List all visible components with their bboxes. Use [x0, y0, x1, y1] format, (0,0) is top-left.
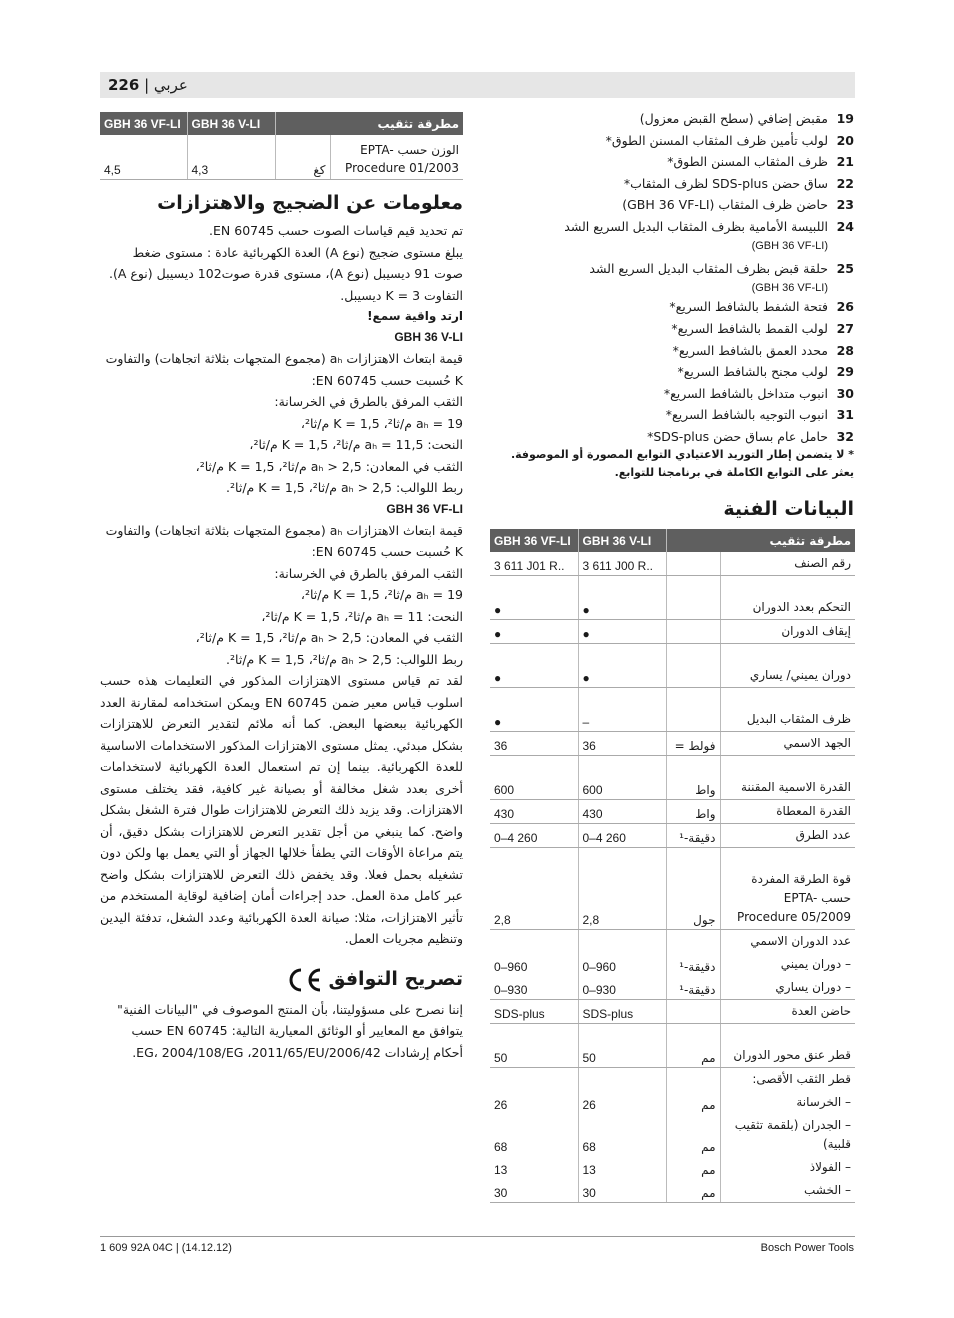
tech-table — [490, 529, 855, 1203]
part-text: انبوب متداخل بالشافط السريع* — [663, 386, 828, 401]
part-number: 26 — [836, 299, 854, 314]
tech-label: عدد الطرق — [720, 824, 855, 848]
tech-value-v: 0–930 — [578, 976, 666, 1000]
part-number: 21 — [836, 154, 854, 169]
part-sub: (GBH 36 VF-LI) — [751, 239, 828, 252]
weight-label: الوزن حسب EPTA-Procedure 01/2003 — [330, 135, 463, 179]
header-language: عربي — [153, 76, 188, 94]
tech-value-v: – — [578, 688, 666, 732]
footer-rule — [100, 1236, 855, 1237]
tech-value-v: 36 — [578, 732, 666, 756]
part-number: 29 — [836, 364, 854, 379]
tech-unit: مم — [666, 1114, 720, 1156]
tech-label: القدرة المعطاة — [720, 800, 855, 824]
tech-label: – الخرسانة — [796, 1095, 852, 1109]
part-number: 30 — [836, 386, 854, 401]
tech-value-vf — [490, 1068, 578, 1092]
m2-l4: الثقب في المعادن: aₕ > 2,5 م/ثا²، K = 1,5 م/ثا²، — [195, 630, 463, 645]
part-number: 28 — [836, 343, 854, 358]
tech-sublabel: دوران يميني — [780, 957, 842, 971]
m1-l5: ربط اللوالب: aₕ > 2,5 م/ثا²، K = 1,5 م/ثا². — [226, 480, 463, 495]
tech-value-vf: SDS-plus — [490, 1000, 578, 1024]
tech-unit — [666, 930, 720, 954]
tech-unit: مم — [666, 1091, 720, 1114]
part-number: 31 — [836, 407, 854, 422]
weight-v1: 4,3 — [187, 135, 275, 179]
tech-value-vf: ● — [490, 644, 578, 688]
tech-sublabel: الفولاذ — [809, 1160, 842, 1174]
tech-label: قطر الثقب الأقصى: — [752, 1072, 852, 1086]
tech-sublabel: الخرسانة — [796, 1095, 842, 1109]
conformity-text: إننا نصرح على مسؤوليتنا، بأن المنتج الموصوف في "البيانات الفنية" يتوافق مع المعايير أو الوثائق المعيارية التالية: EN 60745 حسب أحكام إرشادات 2006/42/EG، 2004/108/EG ،2011/65/EU. — [117, 1001, 463, 1060]
tech-value-v: SDS-plus — [578, 1000, 666, 1024]
tech-label: عدد الدوران الاسمي — [750, 934, 852, 948]
part-sub: (GBH 36 VF-LI) — [751, 281, 828, 294]
model1-label: GBH 36 V-LI — [394, 330, 463, 344]
parts-footnote: * لا يتضمن إطار التوريد الاعتيادي التوابع المصورة أو الموصوفة. يعثر على التوابع الكاملة في برنامجنا للتوابع. — [510, 448, 854, 479]
tech-unit: واط — [666, 800, 720, 824]
tech-value-vf: 36 — [490, 732, 578, 756]
tech-label: دوران يميني/ يساري — [720, 644, 855, 688]
tech-value-vf: 30 — [490, 1179, 578, 1203]
m2-l5: ربط اللوالب: aₕ > 2,5 م/ثا²، K = 1,5 م/ثا². — [226, 651, 463, 667]
tech-col-hammer: مطرقة تثقيب — [666, 529, 855, 552]
tech-row — [490, 756, 855, 800]
tech-row — [490, 976, 855, 1000]
part-text: اللبيسة الأمامية بظرف المثقاب البديل السريع الشد — [564, 219, 828, 234]
m1-l4: الثقب في المعادن: aₕ > 2,5 م/ثا²، K = 1,5 م/ثا²، — [195, 458, 463, 474]
part-item — [499, 404, 854, 426]
part-item — [499, 318, 854, 340]
weight-unit: كغ — [275, 135, 330, 179]
part-text: لولب تأمين ظرف المثقاب المسنن الطوق* — [605, 133, 828, 148]
tech-row — [490, 1000, 855, 1024]
part-text: محدد العمق بالشافط السريع* — [672, 343, 828, 358]
tech-value-vf: 50 — [490, 1024, 578, 1068]
part-number: 22 — [836, 176, 854, 191]
m2-l1: الثقب المرفق بالطرق في الخرسانة: — [274, 565, 463, 581]
tech-row — [490, 1179, 855, 1203]
tech-value-vf: ● — [490, 620, 578, 644]
tech-unit — [666, 552, 720, 576]
part-item — [499, 383, 854, 405]
tech-title: البيانات الفنية — [723, 498, 854, 520]
part-text: مقبض إضافي (سطح القبض معزول) — [639, 111, 828, 126]
tech-unit — [666, 644, 720, 688]
part-item — [499, 426, 854, 448]
tech-value-vf: 0–930 — [490, 976, 578, 1000]
tech-unit: جول — [666, 848, 720, 930]
hearing-warning: ارتد واقية سمع! — [367, 309, 463, 323]
tech-value-v: 30 — [578, 1179, 666, 1203]
part-number: 20 — [836, 133, 854, 148]
tech-unit: مم — [666, 1156, 720, 1179]
tech-value-vf: ● — [490, 576, 578, 620]
tech-value-vf: 2,8 — [490, 848, 578, 930]
tech-label: – الجدران (بلقمة تثقيب قلبية) — [734, 1118, 852, 1151]
part-item — [499, 340, 854, 362]
footer-brand: Bosch Power Tools — [760, 1242, 854, 1254]
tech-value-v: 0–4 260 — [578, 824, 666, 848]
m1-l1: الثقب المرفق بالطرق في الخرسانة: — [274, 394, 463, 409]
footer-doc-id: 1 609 92A 04C | (14.12.12) — [100, 1242, 232, 1254]
part-item — [499, 130, 854, 152]
part-text: لولب مجنح بالشافط السريع* — [677, 364, 828, 379]
part-text: فتحة الشفط بالشافط السريع* — [669, 299, 828, 314]
m2-intro: قيمة ابتعاث الاهتزازات aₕ (مجموع المتجهات بثلاثة اتجاهات) والتفاوت K حُسبت حسب EN 60745: — [105, 522, 463, 559]
tech-sublabel: دوران يساري — [775, 980, 842, 994]
tech-value-v: ● — [578, 576, 666, 620]
tech-row — [490, 620, 855, 644]
part-text: حلقة قبض بظرف المثقاب البديل السريع الشد — [589, 261, 828, 276]
tech-unit — [666, 688, 720, 732]
tech-row — [490, 824, 855, 848]
tech-sublabel: الجدران (بلقمة تثقيب قلبية) — [734, 1118, 852, 1151]
tech-value-vf: ● — [490, 688, 578, 732]
tech-value-vf: 0–4 260 — [490, 824, 578, 848]
part-number: 25 — [836, 261, 854, 276]
noise-section — [100, 190, 463, 950]
tech-label: التحكم بعدد الدوران — [720, 576, 855, 620]
tech-label: – الفولاذ — [809, 1160, 852, 1174]
m2-l3: النحت: aₕ = 11 م/ثا²، K = 1,5 م/ثا²، — [261, 608, 463, 624]
weight-v2: 4,5 — [100, 135, 187, 179]
tech-unit: مم — [666, 1024, 720, 1068]
ce-mark-icon — [286, 967, 322, 993]
part-number: 32 — [836, 429, 854, 444]
tech-label: ظرف المثقاب البديل — [720, 688, 855, 732]
tech-value-vf: 0–960 — [490, 953, 578, 976]
noise-p2: يبلغ مستوى ضجيج (نوع A) العدة الكهربائية عادة : مستوى ضغط صوت 91 ديسيبل (نوع A)، مستوى قدرة صوت102 ديسيبل (نوع A). التفاوت K = 3 ديسيبل. — [108, 244, 463, 303]
tech-value-vf: 3 611 J01 R.. — [490, 552, 578, 576]
tech-value-v — [578, 930, 666, 954]
part-item — [499, 173, 854, 195]
part-text: حامل عام بساق حضن SDS-plus* — [647, 429, 828, 444]
tech-value-v: 68 — [578, 1114, 666, 1156]
tech-row — [490, 930, 855, 954]
vibration-paragraph: لقد تم قياس مستوى الاهتزازات المذكور في التعليمات هذه حسب اسلوب قياس معير ضمن EN 60745 ويمكن استخدامه لمقارنة العدد الكهربائية ببعضها البعض. كما أنه ملائم لتقدير التعرض للاهتزازات بشكل مبدئي. يمثل مستوى الاهتزازات المذكور الاستخدامات الاساسية للعدة الكهربائية. بينما إن تم استعمال العدة الكهربائية لاستخدامات أخرى بعدد شغل مخالفة أو بصيانة غير كافية، فقد يختلف مستوى الاهتزازات. وقد يزيد ذلك التعرض للاهتزازات طوال فترة الشغل بشكل واضح. كما ينبغي من أجل تقدير التعرض للاهتزازات بشكل دقيق، أن يتم مراعاة الأوقات التي يطفأ خلالها الجهاز أو التي يعمل بها ولكن دون تشغيله بحمل فعلا. وقد يخفض ذلك التعرض للاهتزازات بشكل واضح عبر كامل مدة العمل. حدد إجراءات أمان إضافية لوقاية المستخدم من تأثير الاهتزازات، مثلا: صيانة العدة الكهربائية وعدد الشغل، تدفئة اليدين وتنظيم مجريات العمل. — [100, 673, 463, 946]
tech-label: قطر عنق محور الدوران — [720, 1024, 855, 1068]
tech-row — [490, 1114, 855, 1156]
tech-value-vf — [490, 930, 578, 954]
tech-col-gbh36vfli: GBH 36 VF-LI — [490, 529, 578, 552]
tech-sublabel: الخشب — [803, 1183, 842, 1197]
model2-label: GBH 36 VF-LI — [386, 501, 463, 516]
tech-row — [490, 552, 855, 576]
m1-l2: aₕ = 19 م/ثا²، K = 1,5 م/ثا²، — [300, 415, 463, 431]
tech-row — [490, 848, 855, 930]
m2-l2: aₕ = 19 م/ثا²، K = 1,5 م/ثا²، — [300, 587, 463, 602]
tech-row — [490, 732, 855, 756]
part-item — [499, 258, 854, 296]
part-item — [499, 296, 854, 318]
tech-row — [490, 688, 855, 732]
col-gbh36vli: GBH 36 V-LI — [187, 112, 275, 135]
tech-value-v: 50 — [578, 1024, 666, 1068]
part-item — [499, 194, 854, 216]
tech-row — [490, 576, 855, 620]
tech-value-vf: 430 — [490, 800, 578, 824]
tech-value-v: 430 — [578, 800, 666, 824]
tech-unit — [666, 620, 720, 644]
part-text: ساق حضن SDS-plus لظرف المثقاب* — [623, 176, 828, 191]
m1-intro: قيمة ابتعاث الاهتزازات aₕ (مجموع المتجهات بثلاثة اتجاهات) والتفاوت K حُسبت حسب EN 60745: — [105, 351, 463, 388]
tech-row — [490, 1091, 855, 1114]
part-item — [499, 108, 854, 130]
page-header: عربي | 226 — [108, 76, 188, 94]
tech-value-v: ● — [578, 644, 666, 688]
tech-label: الجهد الاسمي — [720, 732, 855, 756]
tech-label: – دوران يميني — [780, 957, 852, 971]
tech-label: قوة الطرقة المفردة حسب EPTA-Procedure 05/2009 — [720, 848, 855, 930]
tech-value-vf: 68 — [490, 1114, 578, 1156]
part-text: انبوب التوجيه بالشافط السريع* — [665, 407, 828, 422]
part-text: لولب القمط بالشافط السريع* — [671, 321, 828, 336]
m1-l3: النحت: aₕ = 11,5 م/ثا²، K = 1,5 م/ثا²، — [249, 437, 463, 452]
tech-value-v: 13 — [578, 1156, 666, 1179]
tech-value-v: ● — [578, 620, 666, 644]
tech-row — [490, 953, 855, 976]
part-item — [499, 151, 854, 173]
tech-value-v: 3 611 J00 R.. — [578, 552, 666, 576]
tech-unit — [666, 1068, 720, 1092]
col-gbh36vfli: GBH 36 VF-LI — [100, 112, 187, 135]
tech-unit: واط — [666, 756, 720, 800]
tech-value-v: 26 — [578, 1091, 666, 1114]
part-item — [499, 361, 854, 383]
tech-label: – الخشب — [720, 1179, 855, 1203]
tech-row — [490, 1156, 855, 1179]
tech-row — [490, 1024, 855, 1068]
header-bar — [100, 72, 855, 98]
tech-label: إيقاف الدوران — [720, 620, 855, 644]
tech-col-gbh36vli: GBH 36 V-LI — [578, 529, 666, 552]
part-number: 27 — [836, 321, 854, 336]
tech-label: حاضن العدة — [720, 1000, 855, 1024]
part-number: 19 — [836, 111, 854, 126]
tech-row — [490, 800, 855, 824]
part-text: ظرف المثقاب المسنن الطوق* — [667, 154, 828, 169]
part-number: 24 — [836, 219, 854, 234]
tech-unit: مم — [666, 1179, 720, 1203]
page-number: 226 — [108, 76, 140, 94]
col-hammer: مطرقة تثقيب — [275, 112, 463, 135]
tech-value-v: 600 — [578, 756, 666, 800]
tech-unit: دقيقة-¹ — [666, 824, 720, 848]
tech-value-vf: 600 — [490, 756, 578, 800]
tech-value-v: 0–960 — [578, 953, 666, 976]
tech-value-vf: 13 — [490, 1156, 578, 1179]
noise-title: معلومات عن الضجيج والاهتزازات — [157, 192, 463, 214]
tech-unit — [666, 1000, 720, 1024]
part-number: 23 — [836, 197, 854, 212]
part-text: حاضن ظرف المثقاب (GBH 36 VF-LI) — [622, 197, 828, 212]
tech-unit — [666, 576, 720, 620]
conformity-title: تصريح التوافق — [328, 968, 463, 990]
part-item — [499, 216, 854, 254]
weight-table — [100, 112, 463, 180]
tech-value-v: 2,8 — [578, 848, 666, 930]
tech-label: – دوران يساري — [720, 976, 855, 1000]
tech-unit: دقيقة-¹ — [666, 953, 720, 976]
conformity-section — [100, 966, 463, 1063]
tech-row — [490, 644, 855, 688]
tech-label: رقم الصنف — [720, 552, 855, 576]
tech-value-v — [578, 1068, 666, 1092]
tech-value-vf: 26 — [490, 1091, 578, 1114]
tech-row — [490, 1068, 855, 1092]
tech-unit: دقيقة-¹ — [666, 976, 720, 1000]
tech-unit: فولط = — [666, 732, 720, 756]
tech-label: القدرة الاسمية المقننة — [720, 756, 855, 800]
noise-p1: تم تحديد قيم قياسات الصوت حسب EN 60745. — [209, 223, 463, 238]
